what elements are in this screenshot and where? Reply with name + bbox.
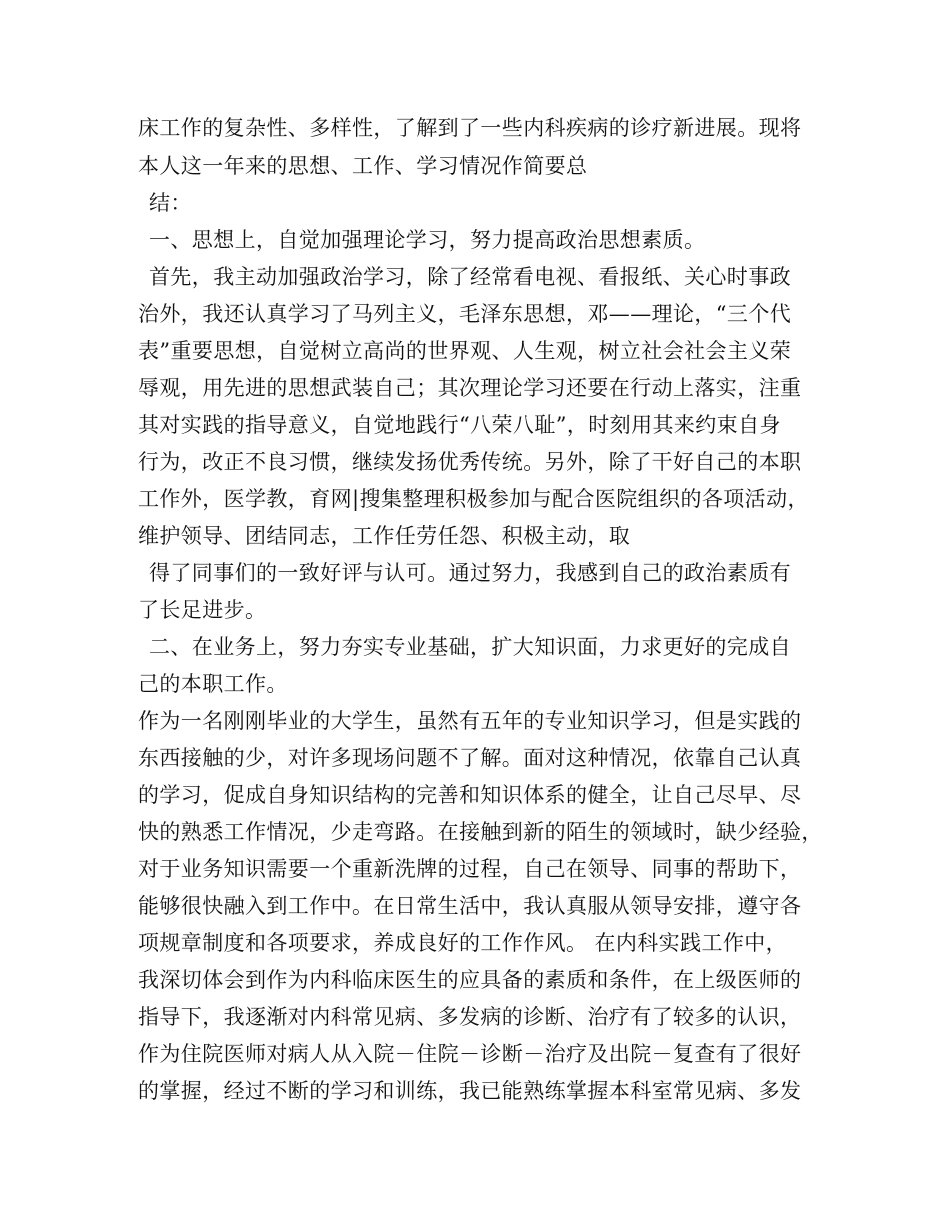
text-line: 快的熟悉工作情况，少走弯路。在接触到新的陌生的领域时，缺少经验， (138, 820, 823, 844)
text-line: 得了同事们的一致好评与认可。通过努力，我感到自己的政治素质有 (149, 561, 791, 585)
text-line: 工作外，医学教，育网|搜集整理积极参加与配合医院组织的各项活动， (138, 487, 809, 511)
text-line: 了长足进步。 (138, 598, 267, 622)
text-line: 其对实践的指导意义，自觉地践行“八荣八耻”，时刻用其来约束自身 (138, 413, 781, 437)
text-line: 我深切体会到作为内科临床医生的应具备的素质和条件，在上级医师的 (138, 968, 802, 992)
text-line: 床工作的复杂性、多样性，了解到了一些内科疾病的诊疗新进展。现将 (138, 116, 802, 140)
text-line: 首先，我主动加强政治学习，除了经常看电视、看报纸、关心时事政 (149, 265, 791, 289)
text-line: 东西接触的少，对许多现场问题不了解。面对这种情况，依靠自己认真 (138, 746, 802, 770)
text-line: 对于业务知识需要一个重新洗牌的过程，自己在领导、同事的帮助下， (138, 857, 802, 881)
text-line: 辱观，用先进的思想武装自己；其次理论学习还要在行动上落实，注重 (138, 376, 802, 400)
text-line: 行为，改正不良习惯，继续发扬优秀传统。另外，除了干好自己的本职 (138, 450, 802, 474)
text-line: 的掌握，经过不断的学习和训练，我已能熟练掌握本科室常见病、多发 (138, 1079, 802, 1103)
text-line: 项规章制度和各项要求，养成良好的工作作风。 在内科实践工作中， (138, 931, 788, 955)
text-line: 结： (149, 191, 192, 215)
text-line: 作为一名刚刚毕业的大学生，虽然有五年的专业知识学习，但是实践的 (138, 709, 802, 733)
section-heading: 二、在业务上，努力夯实专业基础，扩大知识面，力求更好的完成自 (149, 635, 791, 659)
text-line: 己的本职工作。 (138, 672, 288, 696)
text-line: 本人这一年来的思想、工作、学习情况作简要总 (138, 154, 588, 178)
text-line: 治外，我还认真学习了马列主义，毛泽东思想，邓——理论，“三个代 (138, 302, 792, 326)
text-line: 作为住院医师对病人从入院－住院－诊断－治疗及出院－复查有了很好 (138, 1042, 802, 1066)
text-line: 能够很快融入到工作中。在日常生活中，我认真服从领导安排，遵守各 (138, 894, 802, 918)
text-line: 的学习，促成自身知识结构的完善和知识体系的健全，让自己尽早、尽 (138, 783, 802, 807)
section-heading: 一、思想上，自觉加强理论学习，努力提高政治思想素质。 (149, 228, 706, 252)
text-line: 表”重要思想，自觉树立高尚的世界观、人生观，树立社会社会主义荣 (138, 339, 792, 363)
text-line: 指导下，我逐渐对内科常见病、多发病的诊断、治疗有了较多的认识， (138, 1005, 802, 1029)
text-line: 维护领导、团结同志，工作任劳任怨、积极主动，取 (138, 524, 631, 548)
